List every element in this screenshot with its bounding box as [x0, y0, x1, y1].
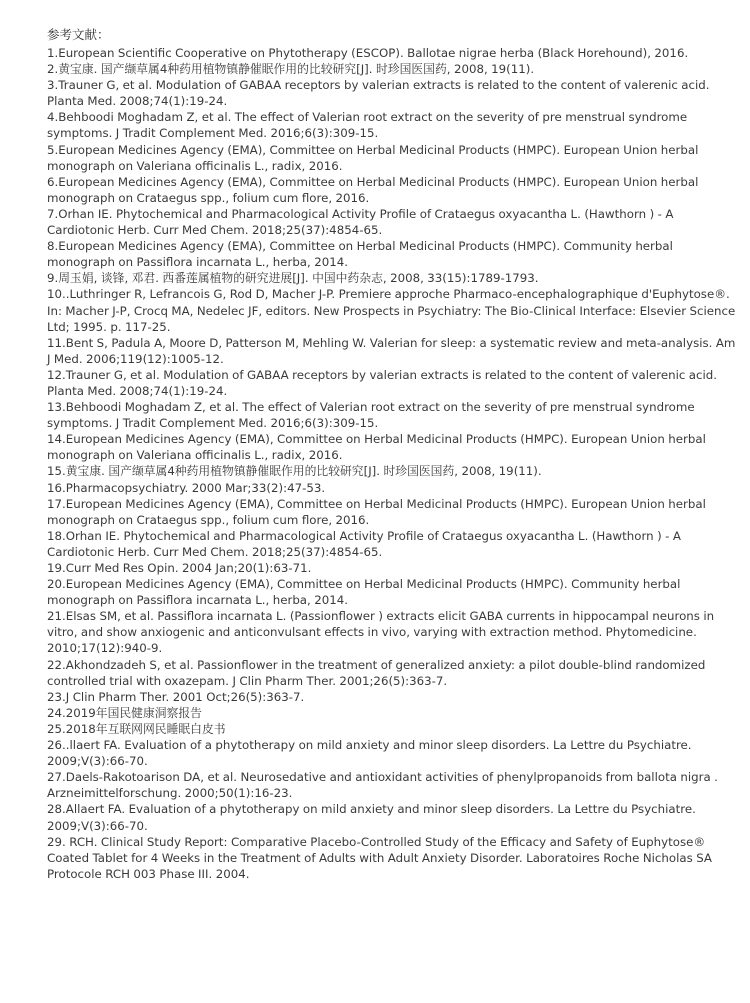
reference-item-3: 3.Trauner G, et al. Modulation of GABAA receptors by valerian extracts is related to the content of valerenic acid. Planta Med. 2008;74(1):19-24.	[47, 78, 710, 109]
reference-item-27: 27.Daels-Rakotoarison DA, et al. Neurosedative and antioxidant activities of phenylpropanoids from ballota nigra . Arzneimittelforschung. 2000;50(1):16-23.	[47, 770, 718, 801]
reference-item-26: 26..llaert FA. Evaluation of a phytotherapy on mild anxiety and minor sleep disorders. La Lettre du Psychiatre. 2009;V(3):66-70.	[47, 738, 692, 769]
reference-item-16: 16.Pharmacopsychiatry. 2000 Mar;33(2):47-53.	[47, 480, 326, 495]
reference-item-10: 10..Luthringer R, Lefrancois G, Rod D, Macher J-P. Premiere approche Pharmaco-encephalographique d'Euphytose®. In: Macher J-P, Crocq MA, Nedelec JF, editors. New Prospects in Psychiatry: The Bio-Clinical Interface: Elsevier Science Ltd; 1995. p. 117-25.	[47, 287, 736, 334]
reference-item-12: 12.Trauner G, et al. Modulation of GABAA receptors by valerian extracts is related to the content of valerenic acid. Planta Med. 2008;74(1):19-24.	[47, 367, 718, 398]
references-page	[47, 26, 737, 882]
reference-item-29: 29. RCH. Clinical Study Report: Comparative Placebo-Controlled Study of the Efficacy and Safety of Euphytose® Coated Tablet for 4 Weeks in the Treatment of Adults with Adult Anxiety Disorder. Laboratoires Roche Nicholas SA Protocole RCH 003 Phase III. 2004.	[47, 834, 712, 881]
reference-item-17: 17.European Medicines Agency (EMA), Committee on Herbal Medicinal Products (HMPC). European Union herbal monograph on Crataegus spp., folium cum flore, 2016.	[47, 496, 706, 527]
reference-item-15: 15.黄宝康. 国产缬草属4种药用植物镇静催眠作用的比较研究[J]. 时珍国医国药, 2008, 19(11).	[47, 464, 542, 479]
reference-item-28: 28.Allaert FA. Evaluation of a phytotherapy on mild anxiety and minor sleep disorders. La Lettre du Psychiatre. 2009;V(3):66-70.	[47, 802, 696, 833]
reference-item-21: 21.Elsas SM, et al. Passiflora incarnata L. (Passionflower ) extracts elicit GABA currents in hippocampal neurons in vitro, and show anxiogenic and anticonvulsant effects in vivo, varying with extraction method. Phytomedicine. 2010;17(12):940-9.	[47, 609, 715, 656]
reference-item-2: 2.黄宝康. 国产缬草属4种药用植物镇静催眠作用的比较研究[J]. 时珍国医国药, 2008, 19(11).	[47, 62, 535, 77]
reference-item-18: 18.Orhan IE. Phytochemical and Pharmacological Activity Profile of Crataegus oxyacantha L. (Hawthorn ) - A Cardiotonic Herb. Curr Med Chem. 2018;25(37):4854-65.	[47, 528, 681, 559]
reference-item-5: 5.European Medicines Agency (EMA), Committee on Herbal Medicinal Products (HMPC). European Union herbal monograph on Valeriana officinalis L., radix, 2016.	[47, 142, 699, 173]
reference-item-4: 4.Behboodi Moghadam Z, et al. The effect of Valerian root extract on the severity of pre menstrual syndrome symptoms. J Tradit Complement Med. 2016;6(3):309-15.	[47, 110, 688, 141]
references-heading: 参考文献：	[47, 27, 110, 42]
reference-item-23: 23.J Clin Pharm Ther. 2001 Oct;26(5):363-7.	[47, 689, 305, 704]
reference-list	[47, 45, 737, 882]
reference-item-19: 19.Curr Med Res Opin. 2004 Jan;20(1):63-71.	[47, 561, 312, 575]
reference-item-22: 22.Akhondzadeh S, et al. Passionflower in the treatment of generalized anxiety: a pilot double-blind randomized controlled trial with oxazepam. J Clin Pharm Ther. 2001;26(5):363-7.	[47, 657, 706, 688]
reference-item-13: 13.Behboodi Moghadam Z, et al. The effect of Valerian root extract on the severity of pre menstrual syndrome symptoms. J Tradit Complement Med. 2016;6(3):309-15.	[47, 400, 695, 431]
reference-item-7: 7.Orhan IE. Phytochemical and Pharmacological Activity Profile of Crataegus oxyacantha L. (Hawthorn ) - A Cardiotonic Herb. Curr Med Chem. 2018;25(37):4854-65.	[47, 206, 674, 238]
reference-item-11: 11.Bent S, Padula A, Moore D, Patterson M, Mehling W. Valerian for sleep: a systematic review and meta-analysis. Am J Med. 2006;119(12):1005-12.	[47, 335, 736, 366]
reference-item-8: 8.European Medicines Agency (EMA), Committee on Herbal Medicinal Products (HMPC). Community herbal monograph on Passiflora incarnata L., herba, 2014.	[47, 239, 673, 270]
reference-item-20: 20.European Medicines Agency (EMA), Committee on Herbal Medicinal Products (HMPC). Community herbal monograph on Passiflora incarnata L., herba, 2014.	[47, 577, 681, 608]
reference-item-24: 24.2019年国民健康洞察报告	[47, 705, 202, 720]
reference-item-14: 14.European Medicines Agency (EMA), Committee on Herbal Medicinal Products (HMPC). European Union herbal monograph on Valeriana officinalis L., radix, 2016.	[47, 432, 706, 463]
reference-item-25: 25.2018年互联网网民睡眠白皮书	[47, 721, 226, 736]
reference-item-6: 6.European Medicines Agency (EMA), Committee on Herbal Medicinal Products (HMPC). European Union herbal monograph on Crataegus spp., folium cum flore, 2016.	[47, 174, 699, 205]
reference-item-9: 9.周玉娟, 谈锋, 邓君. 西番莲属植物的研究进展[J]. 中国中药杂志, 2008, 33(15):1789-1793.	[47, 271, 539, 286]
reference-item-1: 1.European Scientific Cooperative on Phytotherapy (ESCOP). Ballotae nigrae herba (Black Horehound), 2016.	[47, 46, 689, 60]
